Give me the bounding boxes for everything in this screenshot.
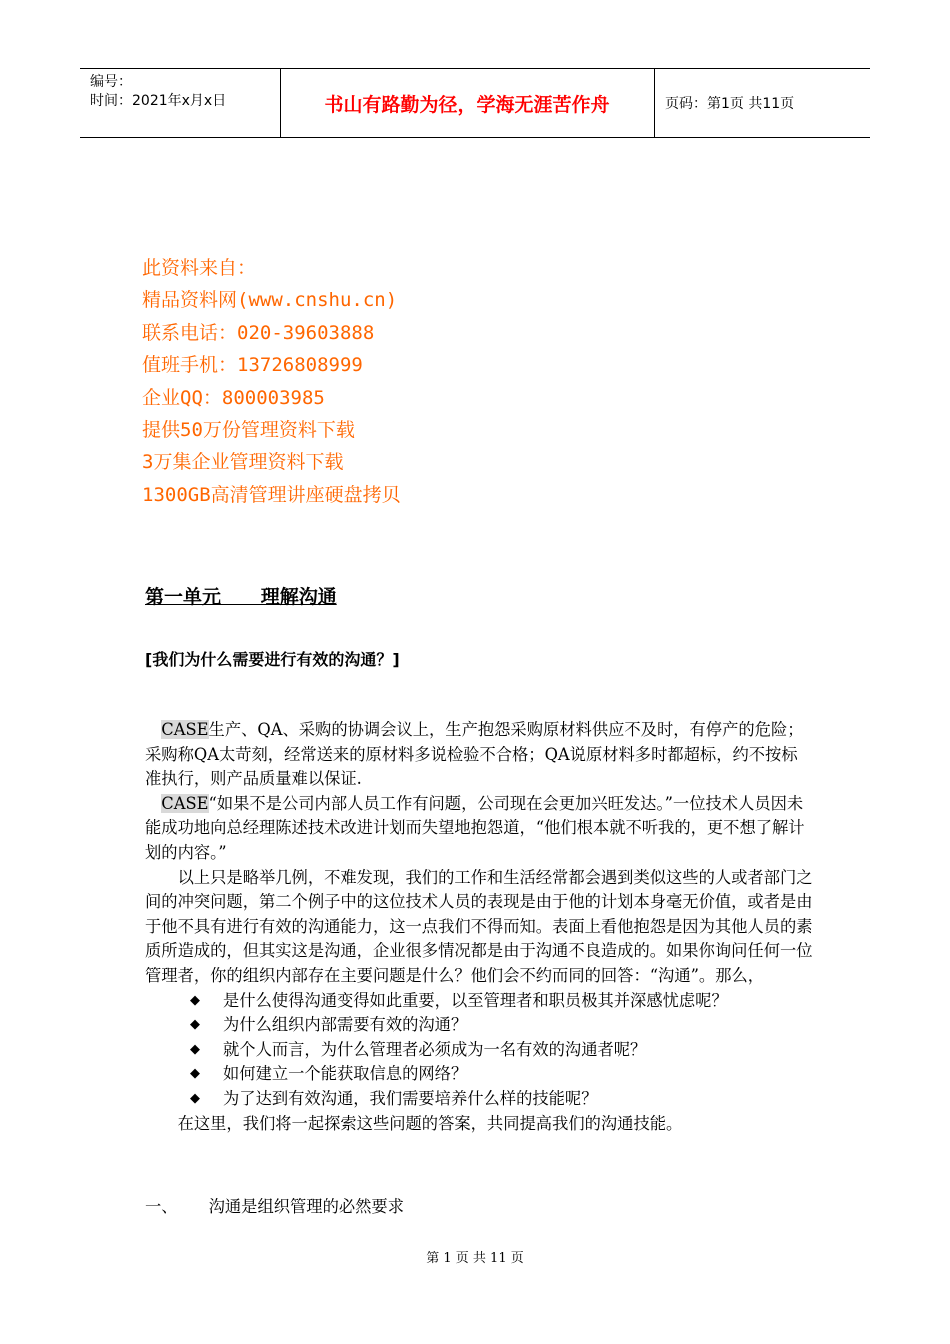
diamond-bullet-icon: ◆ bbox=[190, 1017, 200, 1033]
diamond-bullet-icon: ◆ bbox=[190, 1066, 200, 1082]
diamond-bullet-icon: ◆ bbox=[190, 992, 200, 1008]
case-tag: CASE bbox=[161, 720, 209, 739]
section-heading: 一、 沟通是组织管理的必然要求 bbox=[145, 1197, 404, 1216]
section-question: [我们为什么需要进行有效的沟通？] bbox=[145, 650, 400, 669]
header-motto: 书山有路勤为径，学海无涯苦作舟 bbox=[324, 93, 610, 116]
analysis-paragraph bbox=[145, 866, 813, 989]
promo-block bbox=[142, 252, 401, 511]
list-item bbox=[145, 1062, 813, 1087]
promo-line: 此资料来自： bbox=[142, 257, 257, 279]
list-item-text: 如何建立一个能获取信息的网络？ bbox=[223, 1064, 468, 1084]
case-paragraph-1 bbox=[145, 718, 813, 792]
case-tag: CASE bbox=[161, 793, 209, 813]
promo-line: 提供50万份管理资料下载 bbox=[142, 419, 355, 442]
page-footer: 第 1 页 共 11 页 bbox=[426, 1251, 524, 1266]
promo-line: 值班手机：13726808999 bbox=[142, 354, 363, 377]
list-item bbox=[145, 1087, 813, 1112]
promo-line: 联系电话：020-39603888 bbox=[142, 321, 375, 344]
number-label: 编号： bbox=[90, 74, 132, 90]
diamond-bullet-icon: ◆ bbox=[190, 1090, 200, 1106]
body-text bbox=[145, 718, 813, 1136]
time-label: 时间：2021年x月x日 bbox=[90, 93, 227, 109]
list-item-text: 是什么使得沟通变得如此重要，以至管理者和职员极其并深感忧虑呢？ bbox=[223, 990, 728, 1010]
list-item-text: 为什么组织内部需要有效的沟通？ bbox=[223, 1015, 468, 1035]
promo-line: 企业QQ：800003985 bbox=[142, 386, 325, 409]
closing-text: 在这里，我们将一起探索这些问题的答案，共同提高我们的沟通技能。 bbox=[177, 1113, 683, 1133]
header-meta bbox=[90, 73, 226, 111]
header-page-info: 页码：第1页 共11页 bbox=[665, 96, 795, 112]
case-text: 生产、QA、采购的协调会议上，生产抱怨采购原材料供应不及时，有停产的危险；采购称QA太苛刻，经常送来的原材料多说检验不合格；QA说原材料多时都超标，约不按标准执行，则产品质量难以保证. bbox=[145, 720, 804, 789]
list-item-text: 就个人而言，为什么管理者必须成为一名有效的沟通者呢？ bbox=[223, 1039, 647, 1059]
promo-line: 精品资料网(www.cnshu.cn) bbox=[142, 289, 398, 312]
list-item bbox=[145, 1038, 813, 1063]
case-text: “如果不是公司内部人员工作有问题，公司现在会更加兴旺发达。”一位技术人员因未能成功地向总经理陈述技术改进计划而失望地抱怨道，“他们根本就不听我的，更不想了解计划的内容。” bbox=[145, 793, 805, 862]
diamond-bullet-icon: ◆ bbox=[190, 1041, 200, 1057]
promo-line: 1300GB高清管理讲座硬盘拷贝 bbox=[142, 483, 401, 506]
closing-paragraph bbox=[145, 1112, 813, 1137]
list-item bbox=[145, 1013, 813, 1038]
list-item bbox=[145, 989, 813, 1014]
analysis-text: 以上只是略举几例，不难发现，我们的工作和生活经常都会遇到类似这些的人或者部门之间的冲突问题，第二个例子中的这位技术人员的表现是由于他的计划本身毫无价值，或者是由于他不具有进行有效的沟通能力，这一点我们不得而知。表面上看他抱怨是因为其他人员的素质所造成的，但其实这是沟通，企业很多情况都是由于沟通不良造成的。如果你询问任何一位管理者，你的组织内部存在主要问题是什么？他们会不约而同的回答：“沟通”。那么， bbox=[145, 867, 813, 985]
promo-line: 3万集企业管理资料下载 bbox=[142, 451, 344, 474]
unit-title: 第一单元 理解沟通 bbox=[145, 586, 337, 608]
header-divider bbox=[654, 69, 655, 137]
case-paragraph-2 bbox=[145, 792, 813, 866]
page-header bbox=[80, 68, 870, 138]
list-item-text: 为了达到有效沟通，我们需要培养什么样的技能呢？ bbox=[223, 1088, 598, 1108]
question-list bbox=[145, 989, 813, 1112]
